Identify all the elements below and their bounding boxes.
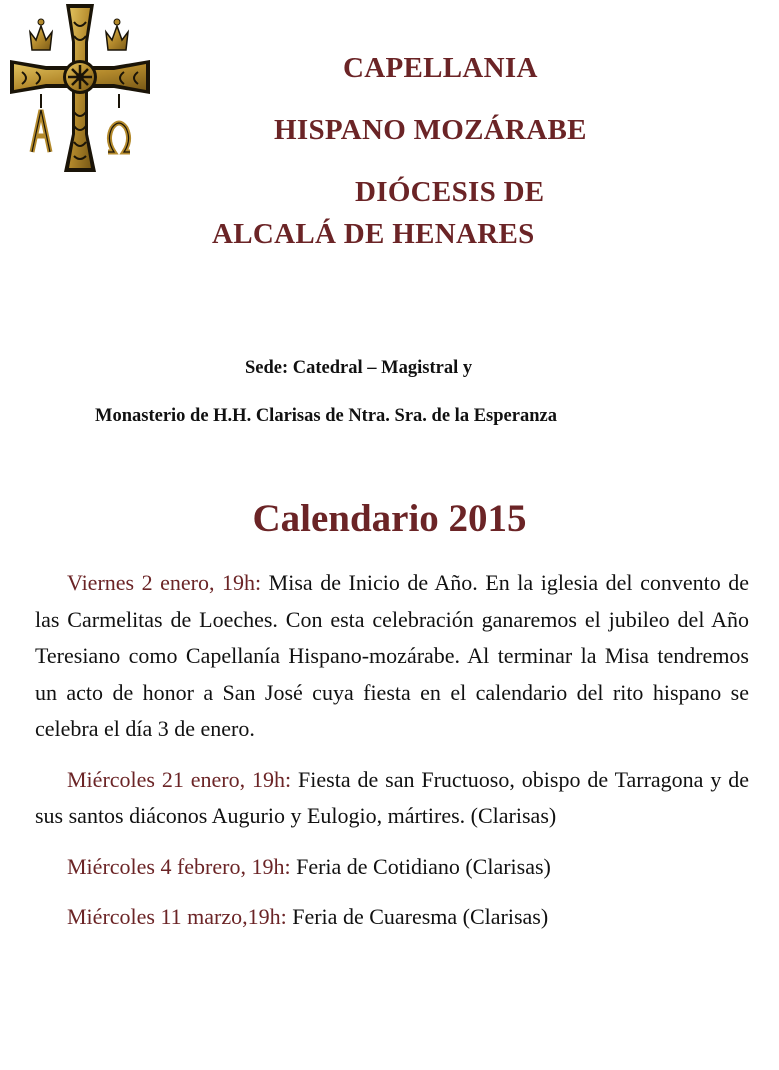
entry-date: Viernes 2 enero, 19h: (67, 570, 262, 595)
sede-line-1: Sede: Catedral – Magistral y (245, 358, 473, 378)
entry-text: Feria de Cotidiano (Clarisas) (290, 853, 551, 879)
calendar-entries (35, 565, 749, 950)
entry-date: Miércoles 21 enero, 19h: (67, 766, 292, 792)
calendar-title: Calendario 2015 (252, 497, 527, 540)
entry-text: Misa de Inicio de Año. En la iglesia del convento de las Carmelitas de Loeches. Con esta celebración ganaremos el jubileo del Año Teresiano como Capellanía Hispano-mozárabe. Al terminar la Misa tendremos un acto de honor a San José cuya fiesta en el calendario del rito hispano se celebra el día 3 de enero. (35, 570, 749, 741)
header-title-line-4: ALCALÁ DE HENARES (212, 218, 535, 250)
entry-text: Feria de Cuaresma (Clarisas) (286, 904, 549, 929)
header-title-line-3: DIÓCESIS DE (355, 176, 545, 208)
calendar-entry (35, 762, 749, 835)
mozarabic-cross-icon (8, 2, 153, 174)
header-title-line-1: CAPELLANIA (343, 52, 538, 84)
calendar-entry (35, 899, 749, 936)
entry-date: Miércoles 11 marzo,19h: (67, 904, 287, 929)
calendar-entry (35, 565, 749, 748)
entry-date: Miércoles 4 febrero, 19h: (67, 853, 291, 879)
calendar-entry (35, 849, 749, 886)
sede-line-2: Monasterio de H.H. Clarisas de Ntra. Sra. de la Esperanza (95, 406, 557, 426)
entry-text: Fiesta de san Fructuoso, obispo de Tarragona y de sus santos diáconos Augurio y Eulogio, mártires. (Clarisas) (35, 766, 750, 828)
header-title-line-2: HISPANO MOZÁRABE (274, 114, 587, 146)
